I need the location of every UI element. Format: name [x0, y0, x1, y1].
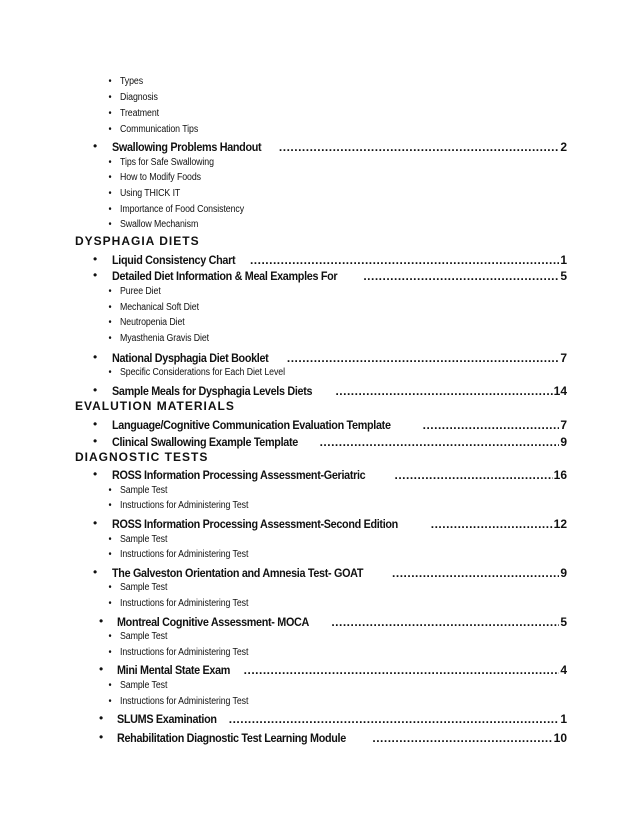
toc-entry[interactable]: [112, 140, 567, 154]
toc-entry[interactable]: [112, 351, 567, 365]
toc-entry-page: 7: [560, 418, 567, 432]
toc-entry[interactable]: [112, 269, 567, 283]
bullet: •: [93, 139, 98, 153]
leader-dots: [372, 731, 552, 745]
leader-dots: [423, 418, 560, 432]
toc-entry-title: ROSS Information Processing Assessment-Second Edition: [112, 517, 398, 531]
bullet: •: [93, 565, 98, 579]
list-item: • Sample Test: [120, 485, 167, 496]
leader-dots: [250, 253, 559, 267]
toc-entry-page: 5: [560, 269, 567, 283]
leader-dots: [363, 269, 559, 283]
toc-entry[interactable]: [117, 712, 567, 726]
toc-entry-title: SLUMS Examination: [117, 712, 217, 726]
toc-entry-title: Mini Mental State Exam: [117, 663, 231, 677]
toc-entry-page: 14: [553, 384, 567, 398]
leader-dots: [287, 351, 559, 365]
list-item: • Instructions for Administering Test: [120, 598, 248, 609]
list-item: • Sample Test: [120, 582, 167, 593]
list-item: • Using THICK IT: [120, 188, 180, 199]
toc-entry-title: Montreal Cognitive Assessment- MOCA: [117, 615, 310, 629]
toc-entry-title: The Galveston Orientation and Amnesia Test- GOAT: [112, 566, 364, 580]
list-item: • Treatment: [120, 108, 159, 119]
toc-entry-title: Rehabilitation Diagnostic Test Learning Module: [117, 731, 346, 745]
list-item: • Specific Considerations for Each Diet Level: [120, 367, 285, 378]
list-item: • Types: [120, 76, 143, 87]
toc-entry-page: 7: [560, 351, 567, 365]
list-item: • Instructions for Administering Test: [120, 696, 248, 707]
toc-entry-title: Clinical Swallowing Example Template: [112, 435, 298, 449]
toc-entry-page: 9: [560, 435, 567, 449]
toc-entry[interactable]: [117, 731, 567, 745]
leader-dots: [335, 384, 552, 398]
section-heading: EVALUTION MATERIALS: [75, 399, 235, 413]
section-heading: DYSPHAGIA DIETS: [75, 234, 200, 248]
toc-entry-page: 10: [553, 731, 567, 745]
toc-entry[interactable]: [112, 384, 567, 398]
leader-dots: [431, 517, 553, 531]
toc-entry-title: National Dysphagia Diet Booklet: [112, 351, 269, 365]
toc-entry-title: Language/Cognitive Communication Evaluation Template: [112, 418, 391, 432]
list-item: • Mechanical Soft Diet: [120, 302, 199, 313]
leader-dots: [279, 140, 559, 154]
toc-entry[interactable]: [117, 663, 567, 677]
leader-dots: [395, 468, 553, 482]
leader-dots: [392, 566, 559, 580]
toc-entry-page: 2: [560, 140, 567, 154]
bullet: •: [93, 350, 98, 364]
list-item: • Instructions for Administering Test: [120, 647, 248, 658]
toc-entry[interactable]: [112, 566, 567, 580]
leader-dots: [244, 663, 560, 677]
list-item: • Communication Tips: [120, 124, 198, 135]
bullet: •: [99, 730, 104, 744]
toc-entry-title: Swallowing Problems Handout: [112, 140, 262, 154]
toc-entry-title: ROSS Information Processing Assessment-Geriatric: [112, 468, 366, 482]
toc-entry-page: 12: [553, 517, 567, 531]
toc-entry-page: 16: [553, 468, 567, 482]
bullet: •: [93, 417, 98, 431]
toc-entry-title: Sample Meals for Dysphagia Levels Diets: [112, 384, 313, 398]
toc-entry-page: 1: [560, 712, 567, 726]
list-item: • Myasthenia Gravis Diet: [120, 333, 209, 344]
toc-entry-page: 4: [560, 663, 567, 677]
bullet: •: [93, 467, 98, 481]
list-item: • How to Modify Foods: [120, 172, 201, 183]
toc-entry[interactable]: [112, 517, 567, 531]
list-item: • Instructions for Administering Test: [120, 500, 248, 511]
bullet: •: [93, 252, 98, 266]
list-item: • Sample Test: [120, 534, 167, 545]
bullet: •: [93, 434, 98, 448]
list-item: • Instructions for Administering Test: [120, 549, 248, 560]
leader-dots: [331, 615, 559, 629]
leader-dots: [320, 435, 560, 449]
list-item: • Swallow Mechanism: [120, 219, 198, 230]
toc-entry[interactable]: [112, 253, 567, 267]
toc-entry[interactable]: [112, 435, 567, 449]
toc-entry-title: Detailed Diet Information & Meal Examples For: [112, 269, 338, 283]
list-item: • Importance of Food Consistency: [120, 204, 244, 215]
toc-entry-page: 5: [560, 615, 567, 629]
toc-entry[interactable]: [117, 615, 567, 629]
toc-entry[interactable]: [112, 418, 567, 432]
toc-entry-title: Liquid Consistency Chart: [112, 253, 236, 267]
list-item: • Sample Test: [120, 680, 167, 691]
list-item: • Neutropenia Diet: [120, 317, 185, 328]
bullet: •: [99, 711, 104, 725]
section-heading: DIAGNOSTIC TESTS: [75, 450, 209, 464]
bullet: •: [99, 662, 104, 676]
bullet: •: [99, 614, 104, 628]
bullet: •: [93, 516, 98, 530]
toc-entry-page: 9: [560, 566, 567, 580]
toc-entry-page: 1: [560, 253, 567, 267]
toc-entry[interactable]: [112, 468, 567, 482]
list-item: • Tips for Safe Swallowing: [120, 157, 214, 168]
bullet: •: [93, 268, 98, 282]
list-item: • Sample Test: [120, 631, 167, 642]
list-item: • Puree Diet: [120, 286, 161, 297]
bullet: •: [93, 383, 98, 397]
list-item: • Diagnosis: [120, 92, 158, 103]
leader-dots: [229, 712, 560, 726]
